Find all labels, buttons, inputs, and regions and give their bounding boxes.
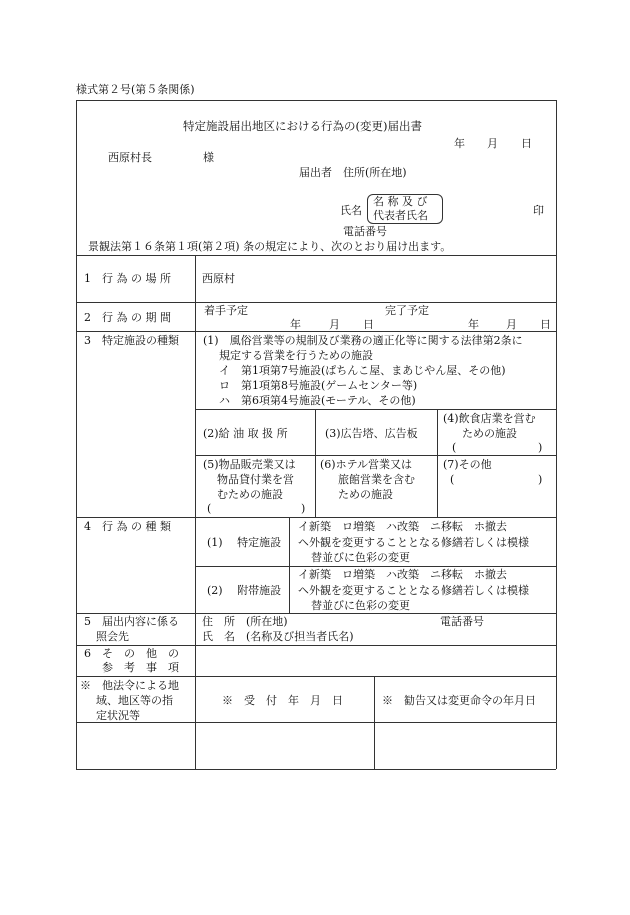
facility-sub-i: イ 第1項第7号施設(ぱちんこ屋、まあじやん屋、その他) (219, 364, 506, 377)
contact-label-line1: 5 届出内容に係る (84, 615, 179, 628)
contact-label-line2: 照会先 (96, 630, 129, 643)
other-laws-column-divider (374, 676, 375, 769)
date-month: 月 (487, 137, 498, 150)
label-column-divider (195, 255, 196, 769)
period-end-year: 年 (468, 318, 479, 331)
name-bracket-line1: 名 称 及 び (373, 195, 428, 208)
facility-item5-line3: むための施設 (217, 488, 283, 501)
action-specific-facility-label: (1) 特定施設 (207, 536, 282, 549)
frame-top (76, 100, 556, 101)
row-divider (76, 676, 556, 677)
period-start-day: 日 (363, 318, 374, 331)
facility-item6-line3: ための施設 (338, 488, 393, 501)
facility-item1-line2: 規定する営業を行うための施設 (219, 349, 373, 362)
action-ancillary-options-line2: ヘ外観を変更することとなる修繕若しくは模様 (298, 584, 529, 597)
other-laws-label-line1: ※ 他法令による地 (80, 679, 179, 692)
facility-item2: (2)給 油 取 扱 所 (203, 427, 288, 440)
period-end-month: 月 (506, 318, 517, 331)
facility-item4-line2: ための施設 (462, 427, 517, 440)
frame-bottom (76, 769, 556, 770)
applicant-phone-label: 電話番号 (343, 225, 387, 238)
row-divider (76, 645, 556, 646)
table-top-line (76, 255, 556, 256)
frame-left (76, 100, 77, 769)
facility-item4-line1: (4)飲食店業を営む (443, 412, 536, 425)
action-ancillary-options-line3: 替並びに色彩の変更 (311, 599, 410, 612)
facility-item5-line2: 物品貸付業を営 (217, 473, 294, 486)
facility-item5-line1: (5)物品販売業又は (203, 458, 296, 471)
row-divider (76, 613, 556, 614)
facility-item6-line1: (6)ホテル営業又は (320, 458, 413, 471)
name-bracket-line2: 代表者氏名 (373, 209, 428, 222)
facility-inner-line (195, 409, 556, 410)
facility-column-divider (315, 409, 316, 517)
date-year: 年 (454, 137, 465, 150)
facility-item4-paren-close: ) (538, 441, 543, 454)
applicant-name-label: 氏名 (340, 204, 362, 217)
action-ancillary-facility-label: (2) 附帯施設 (207, 584, 282, 597)
date-day: 日 (521, 137, 532, 150)
row-divider (76, 331, 556, 332)
facility-item3: (3)広告塔、広告板 (325, 427, 418, 440)
facility-item7-paren-open: ( (450, 473, 455, 486)
row-divider (76, 302, 556, 303)
facility-item7-line1: (7)その他 (443, 458, 492, 471)
other-laws-label-line3: 定状況等 (96, 709, 140, 722)
facility-sub-ro: ロ 第1項第8号施設(ゲームセンター等) (219, 379, 418, 392)
facility-sub-ha: ハ 第6項第4号施設(モーテル、その他) (219, 394, 416, 407)
facility-column-divider (437, 409, 438, 517)
frame-right (556, 100, 557, 769)
period-label: 2 行 為 の 期 間 (84, 311, 171, 324)
receipt-date-label: ※ 受 付 年 月 日 (222, 694, 343, 707)
facility-item4-paren-open: ( (452, 441, 457, 454)
location-label: 1 行 為 の 場 所 (84, 272, 171, 285)
row-divider (76, 722, 556, 723)
other-label-line1: 6 そ の 他 の (84, 647, 179, 660)
applicant-label: 届出者 (299, 166, 332, 179)
action-ancillary-options-line1: イ新築 ロ増築 ハ改築 ニ移転 ホ撤去 (298, 568, 507, 581)
row-divider (76, 517, 556, 518)
period-end-label: 完了予定 (385, 304, 429, 317)
form-number: 様式第２号(第５条関係) (76, 83, 195, 96)
other-laws-label-line2: 域、地区等の指 (96, 694, 173, 707)
contact-name-line: 氏 名 (名称及び担当者氏名) (202, 630, 354, 643)
facility-item5-paren-close: ) (301, 502, 306, 515)
addressee: 西原村長 (108, 151, 152, 164)
applicant-address-label: 住所(所在地) (343, 166, 407, 179)
action-column-divider (289, 517, 290, 613)
facility-item7-paren-close: ) (538, 473, 543, 486)
location-value: 西原村 (202, 272, 235, 285)
recommendation-order-date-label: ※ 勧告又は変更命令の年月日 (382, 694, 536, 707)
action-specific-options-line3: 替並びに色彩の変更 (311, 551, 410, 564)
form-title: 特定施設届出地区における行為の(変更)届出書 (183, 119, 422, 133)
facility-label: 3 特定施設の種類 (84, 334, 179, 347)
submission-statement: 景観法第１６条第１項(第２項) 条の規定により、次のとおり届け出ます。 (88, 240, 452, 253)
contact-phone-label: 電話番号 (440, 615, 484, 628)
facility-inner-line (195, 455, 556, 456)
contact-address-line: 住 所 (所在地) (202, 615, 288, 628)
other-label-line2: 参 考 事 項 (102, 661, 179, 674)
seal-label: 印 (533, 204, 544, 217)
action-specific-options-line2: ヘ外観を変更することとなる修繕若しくは模様 (298, 536, 529, 549)
addressee-suffix: 様 (203, 151, 214, 164)
action-inner-line (195, 566, 556, 567)
period-end-day: 日 (540, 318, 551, 331)
period-start-label: 着手予定 (204, 304, 248, 317)
period-start-year: 年 (290, 318, 301, 331)
facility-item5-paren-open: ( (207, 502, 212, 515)
action-type-label: 4 行 為 の 種 類 (84, 520, 171, 533)
action-specific-options-line1: イ新築 ロ増築 ハ改築 ニ移転 ホ撤去 (298, 520, 507, 533)
facility-item6-line2: 旅館営業を含む (338, 473, 415, 486)
facility-item1-line1: (1) 風俗営業等の規制及び業務の適正化等に関する法律第2条に (203, 334, 523, 347)
period-start-month: 月 (329, 318, 340, 331)
